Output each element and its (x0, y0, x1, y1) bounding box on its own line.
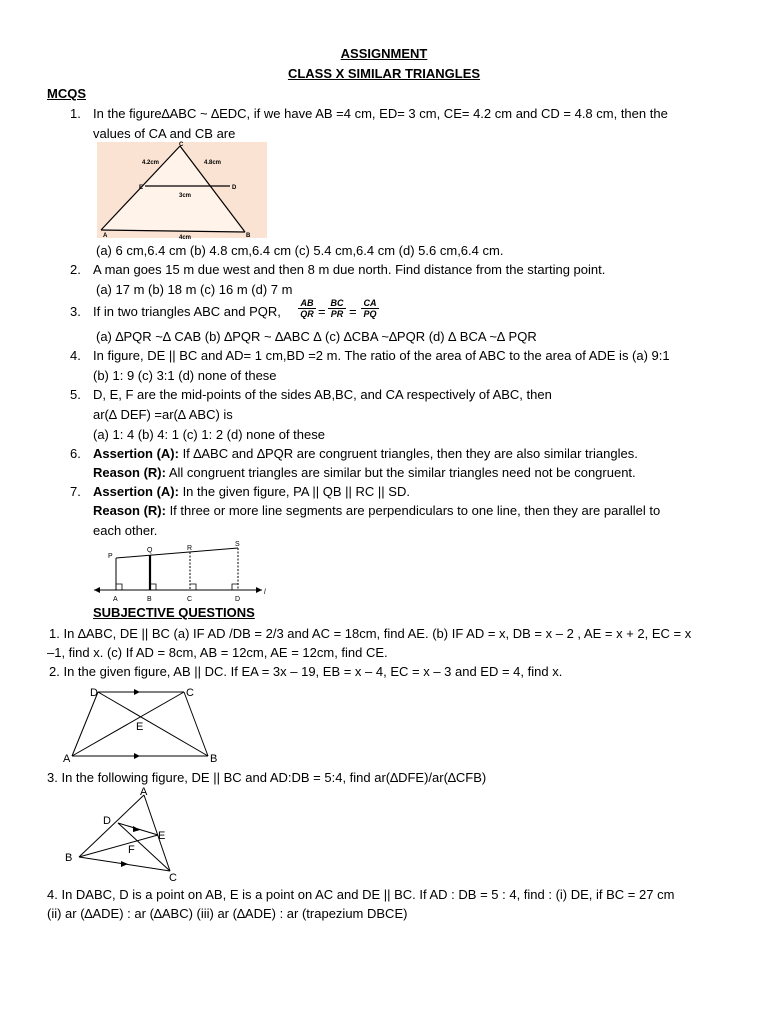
s2-diagonal-ca (72, 692, 184, 756)
s2-label-c: C (186, 687, 194, 699)
s2-arrow-ab (134, 753, 140, 759)
s3-triangle-figure (62, 785, 187, 883)
q1-label-c: C (179, 142, 184, 148)
q6-reason-label: Reason (R): (93, 465, 166, 480)
s2-text: 2. In the given figure, AB || DC. If EA = 3x – 19, EB = x – 4, EC = x – 3 and ED = 4, find x. (49, 664, 563, 679)
s4-text-line1: 4. In DABC, D is a point on AB, E is a point on AC and DE || BC. If AD : DB = 5 : 4, find : (i) DE, if BC = 27 cm (47, 887, 675, 902)
s3-label-a: A (140, 786, 148, 798)
q3-text: If in two triangles ABC and PQR, (93, 304, 281, 319)
q7-label-q: Q (147, 547, 153, 554)
q6-reason-text: All congruent triangles are similar but the similar triangles need not be congruent. (165, 465, 636, 480)
q7-label-r: R (187, 545, 193, 552)
mcq-section-heading: MCQS (47, 86, 86, 101)
s3-label-e: E (158, 830, 166, 842)
s3-arrow-bc (121, 861, 128, 867)
q7-reason-line2: each other. (93, 523, 158, 538)
q2-text: A man goes 15 m due west and then 8 m due north. Find distance from the starting point. (93, 262, 606, 277)
q7-line-left-arrow (94, 587, 100, 593)
q3-number: 3. (70, 304, 81, 319)
q7-reason-label: Reason (R): (93, 503, 166, 518)
q1-label-e: E (139, 185, 144, 191)
class-subtitle: CLASS X SIMILAR TRIANGLES (287, 66, 481, 81)
q1-text-line1: In the figure∆ABC ~ ∆EDC, if we have AB =4 cm, ED= 3 cm, CE= 4.2 cm and CD = 4.8 cm, then the (93, 106, 668, 121)
s3-label-b: B (65, 852, 73, 864)
q7-number: 7. (70, 484, 81, 499)
q3-f2-denominator: PR (328, 308, 346, 319)
s2-side-ad (72, 692, 98, 756)
q1-label-ce: 4.2cm (142, 160, 160, 166)
q1-number: 1. (70, 106, 81, 121)
q3-f3-denominator: PQ (361, 308, 379, 319)
q1-triangle-figure (95, 140, 270, 240)
s2-trapezium-figure (60, 684, 225, 769)
q1-text-line2: values of CA and CB are (93, 126, 236, 141)
q7-label-l: l (264, 589, 266, 596)
q5-number: 5. (70, 387, 81, 402)
q7-reason-text: If three or more line segments are perpendiculars to one line, then they are parallel to (165, 503, 661, 518)
q5-text-line2: ar(∆ DEF) =ar(∆ ABC) is (93, 407, 233, 422)
q7-label-p: P (108, 553, 113, 560)
q3-f1-numerator: AB (300, 298, 314, 308)
q7-line-right-arrow (256, 587, 262, 593)
q6-assertion (93, 446, 638, 462)
q7-right-angle-d (232, 584, 238, 590)
q1-label-b: B (246, 233, 251, 239)
s1-text-line2: –1, find x. (c) If AD = 8cm, AB = 12cm, AE = 12cm, find CE. (47, 645, 388, 660)
q4-text-line1: In figure, DE || BC and AD= 1 cm,BD =2 m. The ratio of the area of ABC to the area of ADE is (a) 9:1 (93, 348, 670, 363)
s3-label-f: F (128, 844, 135, 856)
q7-label-c: C (187, 596, 193, 603)
q7-label-a: A (113, 596, 118, 603)
q6-number: 6. (70, 446, 81, 461)
q2-options: (a) 17 m (b) 18 m (c) 16 m (d) 7 m (96, 282, 293, 297)
q1-label-cd: 4.8cm (204, 160, 222, 166)
assignment-title: ASSIGNMENT (340, 46, 428, 61)
q3-f3-numerator: CA (363, 298, 377, 308)
q7-label-b: B (147, 596, 152, 603)
q5-text-line1: D, E, F are the mid-points of the sides AB,BC, and CA respectively of ABC, then (93, 387, 552, 402)
q3-options: (a) ∆PQR ~∆ CAB (b) ∆PQR ~ ∆ABC ∆ (c) ∆CBA ~∆PQR (d) ∆ BCA ~∆ PQR (96, 329, 537, 344)
s2-label-b: B (210, 753, 218, 765)
q5-options: (a) 1: 4 (b) 4: 1 (c) 1: 2 (d) none of these (93, 427, 325, 442)
q7-assertion (93, 484, 410, 500)
s2-side-bc (184, 692, 208, 756)
q7-assertion-text: In the given figure, PA || QB || RC || SD. (178, 484, 410, 499)
q7-reason (93, 503, 660, 519)
q6-reason (93, 465, 636, 481)
q7-label-s: S (235, 541, 240, 548)
q1-label-d: D (232, 185, 237, 191)
q1-label-ed: 3cm (179, 193, 192, 199)
q3-fraction-ab-qr (298, 298, 316, 319)
q4-number: 4. (70, 348, 81, 363)
q7-label-d: D (235, 596, 241, 603)
s2-arrow-dc (134, 689, 140, 695)
q7-assertion-label: Assertion (A): (93, 484, 179, 499)
q3-equals-1: = (318, 304, 326, 319)
q4-text-line2: (b) 1: 9 (c) 3:1 (d) none of these (93, 368, 277, 383)
q7-parallel-lines-figure (92, 538, 267, 604)
q1-options: (a) 6 cm,6.4 cm (b) 4.8 cm,6.4 cm (c) 5.4 cm,6.4 cm (d) 5.6 cm,6.4 cm. (96, 243, 504, 258)
q7-right-angle-a (116, 584, 122, 590)
s2-label-a: A (63, 753, 71, 765)
s3-label-c: C (169, 872, 177, 884)
q3-f2-numerator: BC (330, 298, 344, 308)
q1-label-ab: 4cm (179, 235, 192, 241)
q3-f1-denominator: QR (298, 308, 316, 319)
s2-label-e: E (136, 721, 144, 733)
q3-equals-2: = (349, 304, 357, 319)
q3-fraction-ca-pq (361, 298, 379, 319)
s4-text-line2: (ii) ar (∆ADE) : ar (∆ABC) (iii) ar (∆ADE) : ar (trapezium DBCE) (47, 906, 408, 921)
s3-label-d: D (103, 815, 111, 827)
s2-label-d: D (90, 687, 98, 699)
s3-text: 3. In the following figure, DE || BC and AD:DB = 5:4, find ar(∆DFE)/ar(∆CFB) (47, 770, 487, 785)
s1-text-line1: 1. In ∆ABC, DE || BC (a) IF AD /DB = 2/3 and AC = 18cm, find AE. (b) IF AD = x, DB = x – 2 , AE = x + 2, EC = x (49, 626, 692, 641)
q6-assertion-text: If ∆ABC and ∆PQR are congruent triangles, then they are also similar triangles. (178, 446, 638, 461)
q6-assertion-label: Assertion (A): (93, 446, 179, 461)
q7-top-line (116, 548, 238, 558)
q1-label-a: A (103, 233, 108, 239)
subjective-section-heading: SUBJECTIVE QUESTIONS (93, 605, 255, 620)
s2-diagonal-db (98, 692, 208, 756)
q7-right-angle-c (190, 584, 196, 590)
q3-fraction-bc-pr (328, 298, 346, 319)
q2-number: 2. (70, 262, 81, 277)
